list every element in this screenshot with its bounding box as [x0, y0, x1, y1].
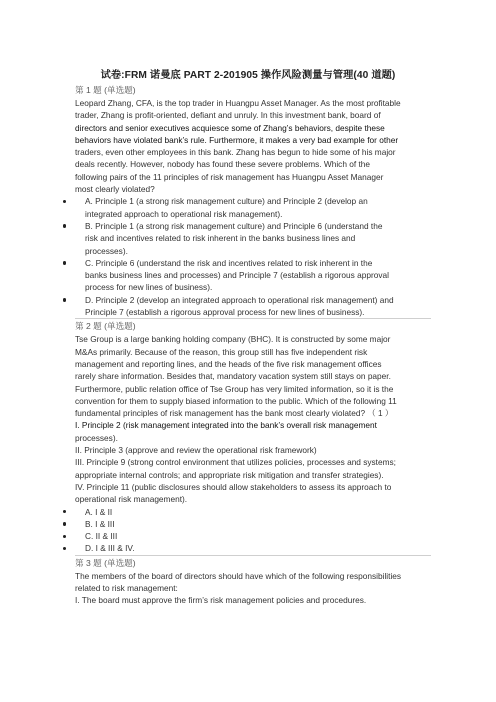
question-stem	[75, 97, 431, 195]
stem-line: traders, even other employees in this bank. Zhang has begun to hide some of his major	[75, 147, 396, 158]
question-list	[75, 84, 431, 607]
stem-line: M&As primarily. Because of the reason, this group still has five independent risk	[75, 346, 368, 357]
stem-line: management and reporting lines, and the heads of the five risk management offices	[75, 358, 382, 369]
option-b[interactable]	[75, 220, 431, 257]
option-list	[75, 195, 431, 318]
stem-line: deals recently. However, nobody has found these severe problems. Which of the	[75, 159, 371, 170]
statement-line: processes).	[75, 432, 118, 443]
stem-line: The members of the board of directors should have which of the following responsibilities	[75, 570, 402, 581]
question-stem	[75, 333, 431, 419]
option-b[interactable]	[75, 518, 431, 530]
bullet-icon	[63, 547, 66, 550]
option-line: C. Principle 6 (understand the risk and incentives related to risk inherent in the	[85, 257, 373, 268]
option-line: B. I & III	[85, 518, 115, 529]
stem-line: following pairs of the 11 principles of risk management has Huangpu Asset Manager	[75, 171, 384, 182]
stem-line: directors and senior executives acquiesce some of Zhang’s behaviors, despite these	[75, 122, 385, 133]
question-header: 第 3 题 (单选题)	[75, 555, 431, 570]
statement-line: appropriate internal controls; and appropriate risk mitigation and transfer strategies).	[75, 469, 384, 480]
stem-line: behaviors have violated bank’s rule. Furthermore, it makes a very bad example for other	[75, 134, 399, 145]
question-header: 第 2 题 (单选题)	[75, 318, 431, 333]
bullet-icon	[63, 200, 66, 203]
option-line: risk and incentives related to risk inherent in the banks business lines and	[85, 233, 356, 244]
option-d[interactable]	[75, 294, 431, 319]
question-3	[75, 555, 431, 607]
option-line: C. II & III	[85, 531, 118, 542]
stem-line: Furthermore, public relation office of Tse Group has very limited information, so it is the	[75, 383, 394, 394]
bullet-icon	[63, 224, 66, 227]
statement-line: III. Principle 9 (strong control environment that utilizes policies, processes and systems;	[75, 457, 396, 468]
option-a[interactable]	[75, 506, 431, 518]
statement-line: I. Principle 2 (risk management integrated into the bank’s overall risk management	[75, 420, 377, 431]
bullet-icon	[63, 298, 66, 301]
question-1	[75, 84, 431, 318]
stem-line: Tse Group is a large banking holding company (BHC). It is constructed by some major	[75, 334, 391, 345]
exam-title: 试卷:FRM 诺曼底 PART 2-201905 操作风险测量与管理(40 道题)	[100, 70, 396, 81]
statement-line: IV. Principle 11 (public disclosures should allow stakeholders to assess its approach to	[75, 481, 392, 492]
option-line: banks business lines and processes) and Principle 7 (establish a rigorous approval	[85, 270, 389, 281]
stem-line: related to risk management:	[75, 582, 178, 593]
option-line: B. Principle 1 (a strong risk management culture) and Principle 6 (understand the	[85, 220, 383, 231]
bullet-icon	[63, 535, 66, 538]
question-stem	[75, 570, 431, 607]
statement-line: II. Principle 3 (approve and review the operational risk framework)	[75, 445, 317, 456]
bullet-icon	[63, 522, 66, 525]
bullet-icon	[63, 261, 66, 264]
stem-line: Leopard Zhang, CFA, is the top trader in Huangpu Asset Manager. As the most profitable	[75, 98, 401, 108]
option-c[interactable]	[75, 257, 431, 294]
option-line: processes).	[85, 245, 128, 256]
option-line: A. Principle 1 (a strong risk management culture) and Principle 2 (develop an	[85, 196, 368, 207]
stem-line: I. The board must approve the firm’s risk management policies and procedures.	[75, 595, 367, 606]
question-2	[75, 318, 431, 554]
option-line: process for new lines of business).	[85, 282, 213, 293]
option-d[interactable]	[75, 542, 431, 554]
option-line: Principle 7 (establish a rigorous approval process for new lines of business).	[85, 307, 365, 318]
option-line: D. I & III & IV.	[85, 543, 135, 554]
statement-line: operational risk management).	[75, 494, 188, 505]
option-line: D. Principle 2 (develop an integrated approach to operational risk management) and	[85, 294, 394, 305]
option-line: A. I & II	[85, 506, 113, 517]
stem-line: rarely share information. Besides that, mandatory vacation system still stays on paper.	[75, 371, 391, 382]
stem-line: fundamental principles of risk management has the bank most clearly violated? （ 1 ）	[75, 408, 394, 419]
option-a[interactable]	[75, 195, 431, 220]
stem-line: trader, Zhang is profit-oriented, defiant and unruly. In this investment bank, board of	[75, 110, 381, 121]
stem-line: convention for them to supply biased information to the public. Which of the following 11	[75, 395, 397, 406]
question-header: 第 1 题 (单选题)	[75, 85, 136, 95]
stem-line: most clearly violated?	[75, 184, 155, 195]
option-c[interactable]	[75, 530, 431, 542]
statement-list	[75, 419, 431, 505]
option-line: integrated approach to operational risk management).	[85, 208, 283, 219]
option-list	[75, 506, 431, 555]
bullet-icon	[63, 510, 66, 513]
